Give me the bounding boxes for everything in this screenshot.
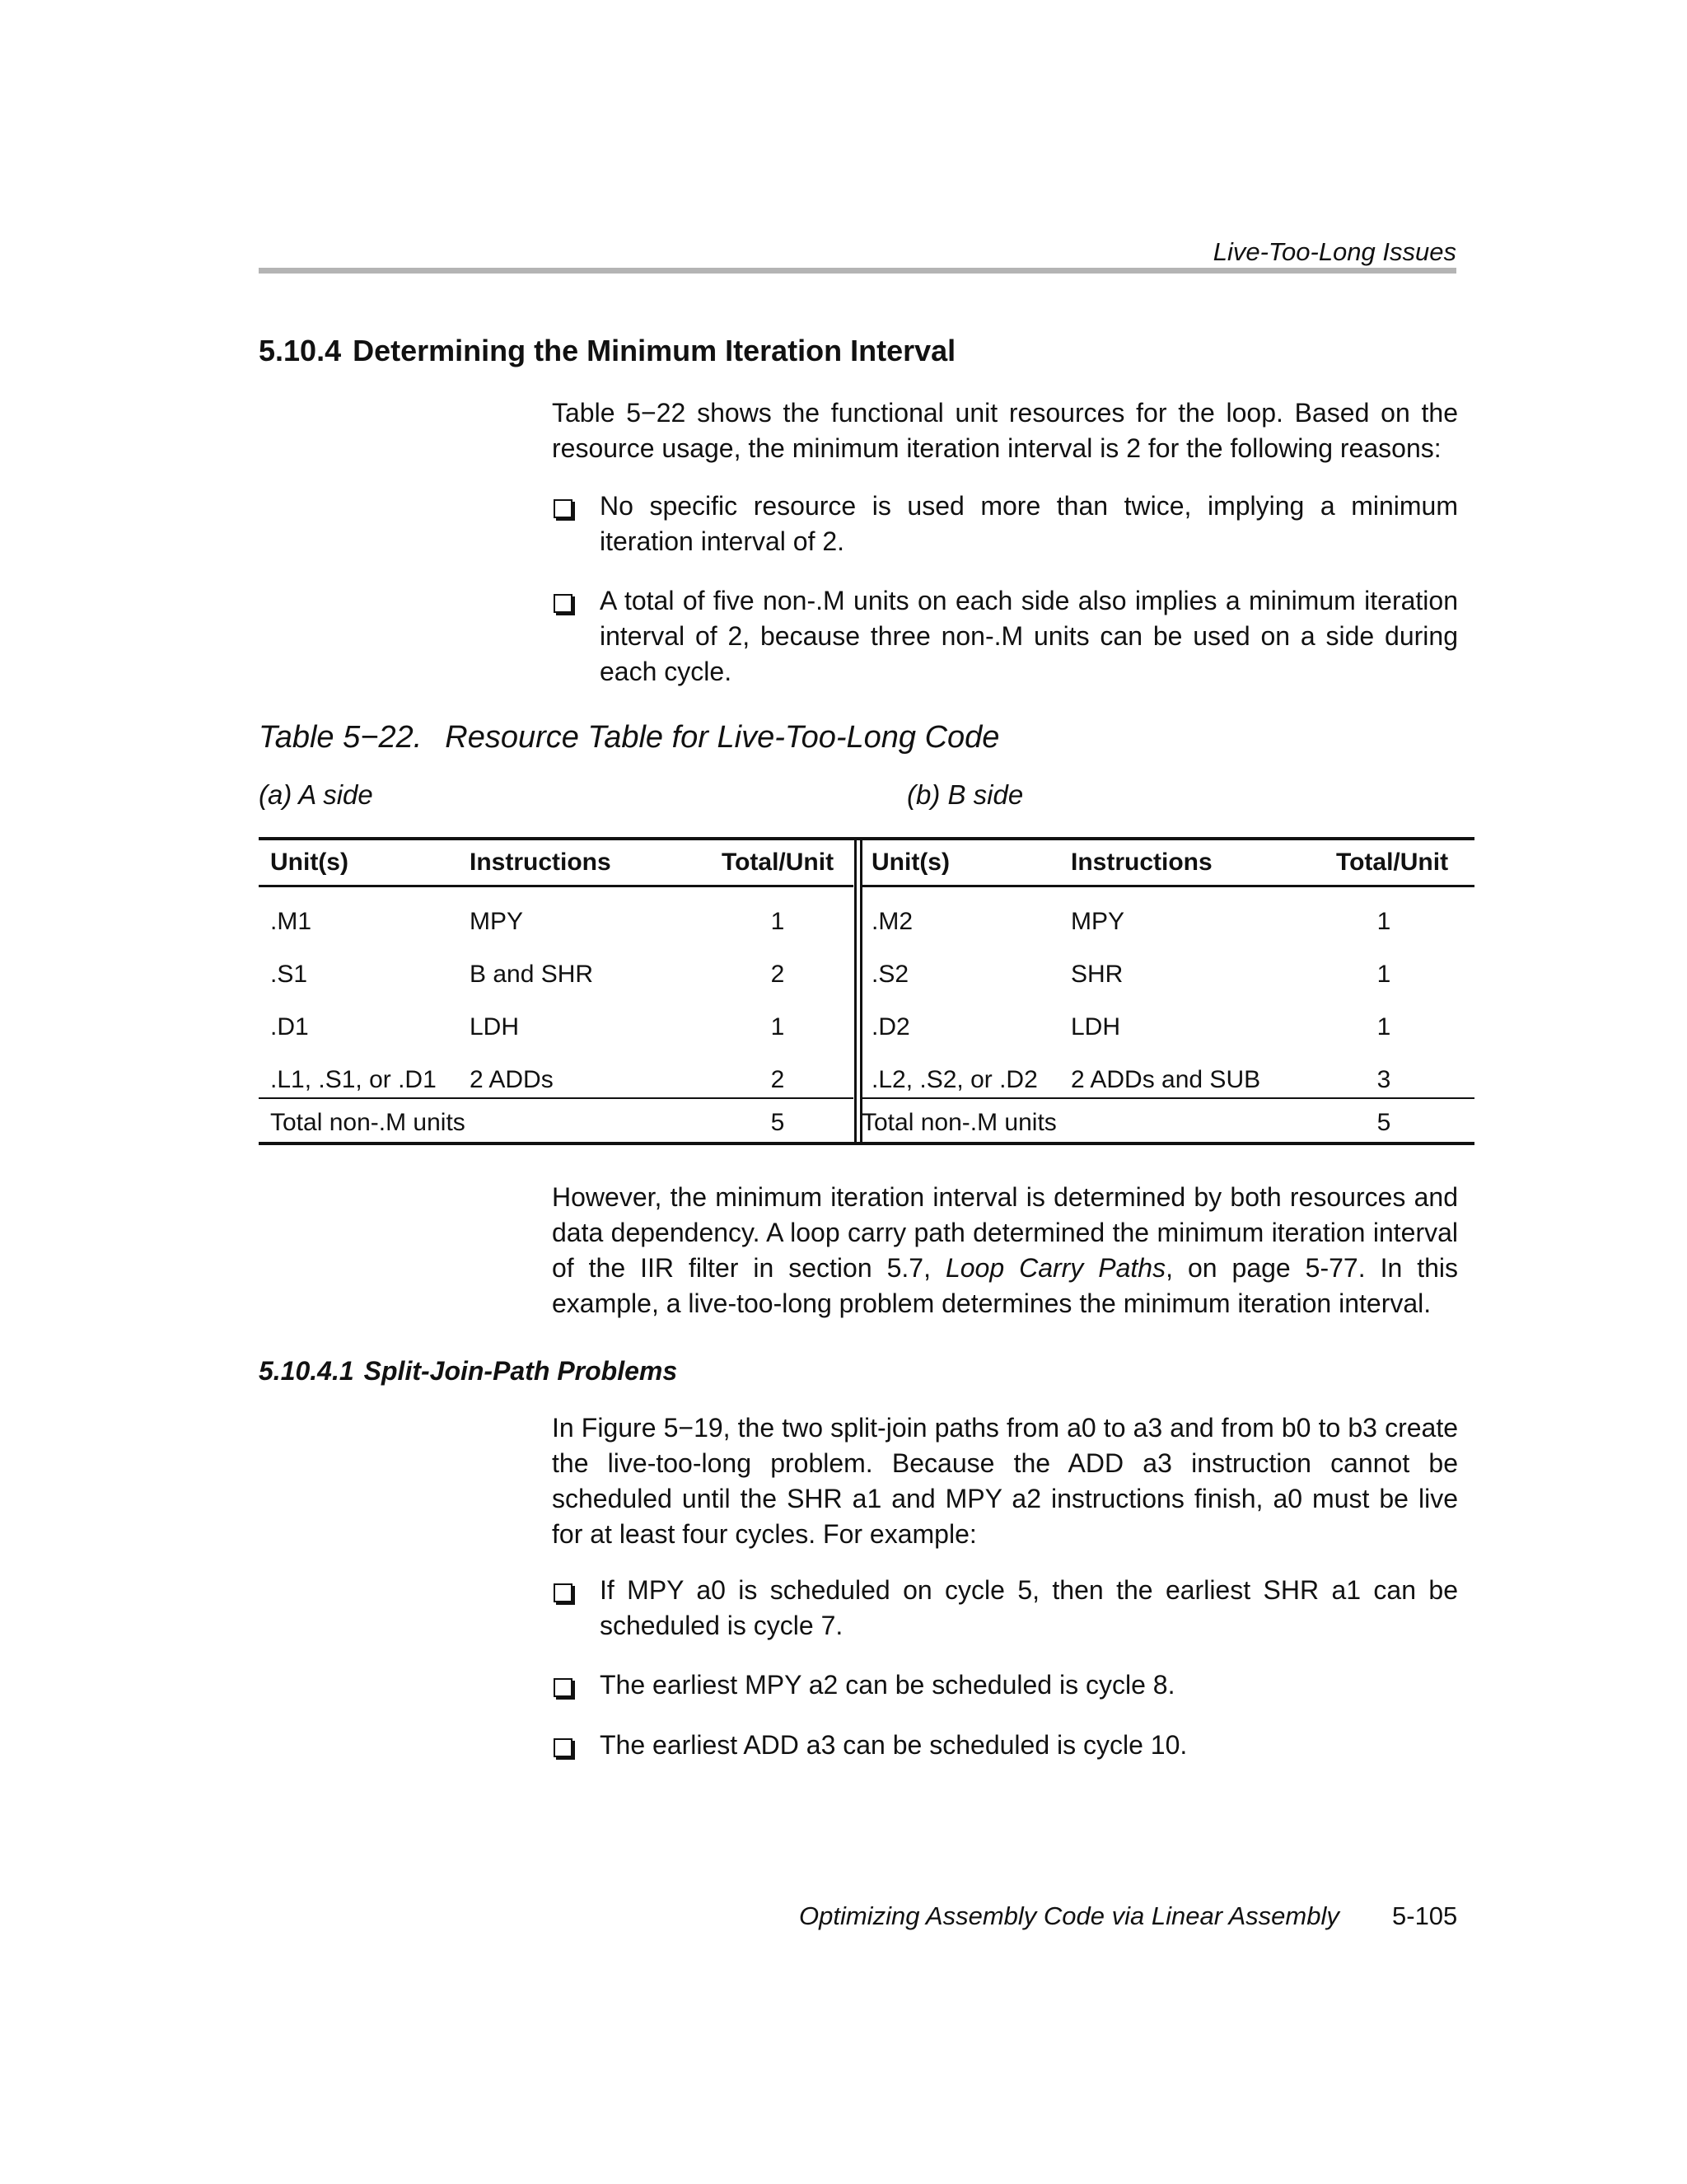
- list-item: [552, 1573, 1458, 1644]
- loop-carry-paths-reference: Loop Carry Paths: [945, 1253, 1166, 1283]
- cell-total-label: Total non-.M units: [862, 1109, 1057, 1136]
- cell-instruction: 2 ADDs: [470, 1066, 554, 1093]
- bullet-text: No specific resource is used more than twice, implying a minimum iteration interval of 2.: [600, 491, 1458, 556]
- table-side-a: [259, 840, 853, 1142]
- header-instructions: Instructions: [470, 849, 611, 876]
- bullet-text: The earliest ADD a3 can be scheduled is cycle 10.: [600, 1730, 1188, 1760]
- checkbox-bullet-icon: [554, 1738, 572, 1757]
- subsection-heading: [259, 1356, 677, 1387]
- cell-total: 1: [1376, 961, 1391, 988]
- cell-unit: .L1, .S1, or .D1: [270, 1066, 437, 1093]
- cell-total: 2: [770, 1066, 785, 1093]
- cell-total: 1: [770, 1013, 785, 1041]
- table-side-b: [862, 840, 1474, 1142]
- checkbox-bullet-icon: [554, 1678, 572, 1697]
- cell-instruction: B and SHR: [470, 961, 594, 988]
- cell-unit: .D1: [270, 1013, 309, 1041]
- cell-instruction: MPY: [470, 908, 524, 935]
- header-total: Total/Unit: [722, 849, 834, 876]
- section-title: Determining the Minimum Iteration Interval: [353, 334, 956, 367]
- footer-book-title: Optimizing Assembly Code via Linear Assembly: [799, 1901, 1339, 1930]
- list-item: [552, 1728, 1458, 1763]
- header-total: Total/Unit: [1336, 849, 1449, 876]
- running-header: Live-Too-Long Issues: [1213, 237, 1456, 266]
- bullet-text: A total of five non-.M units on each side also implies a minimum iteration interval of 2, because three non-.M units can be used on a side during each cycle.: [600, 586, 1458, 686]
- section-heading: [259, 334, 956, 368]
- resource-table: [259, 837, 1474, 1145]
- bullet-text: The earliest MPY a2 can be scheduled is cycle 8.: [600, 1670, 1175, 1700]
- table-header-row: [862, 840, 1474, 887]
- subsection-paragraph: In Figure 5−19, the two split-join paths from a0 to a3 and from b0 to b3 create the live-too-long problem. Because the ADD a3 instruction cannot be scheduled until the SHR a1 and MPY a2 instructions finish, a0 must be live for at least four cycles. For example:: [552, 1413, 1458, 1549]
- cell-instruction: LDH: [1071, 1013, 1121, 1041]
- cell-total: 3: [1376, 1066, 1391, 1093]
- checkbox-bullet-icon: [554, 1583, 572, 1602]
- section-number: 5.10.4: [259, 334, 342, 367]
- cell-total: 2: [770, 961, 785, 988]
- list-item: [552, 583, 1458, 690]
- header-rule: [259, 268, 1456, 274]
- cell-total: 1: [1376, 908, 1391, 935]
- analysis-text-part2: , on page 5-77. In this example, a live-too-long problem determines the minimum iteration interval.: [552, 1253, 1459, 1318]
- side-b-label: (b) B side: [907, 779, 1024, 810]
- list-item: [552, 489, 1458, 559]
- table-caption-label: Table 5−22.: [259, 720, 423, 755]
- checkbox-bullet-icon: [554, 594, 572, 613]
- subsection-title: Split-Join-Path Problems: [363, 1356, 678, 1386]
- subsection-number: 5.10.4.1: [259, 1356, 354, 1386]
- bullet-text: If MPY a0 is scheduled on cycle 5, then the earliest SHR a1 can be scheduled is cycle 7.: [600, 1575, 1458, 1640]
- cell-total-label: Total non-.M units: [270, 1109, 465, 1136]
- cell-total: 1: [1376, 1013, 1391, 1041]
- cell-instruction: MPY: [1071, 908, 1125, 935]
- intro-paragraph: Table 5−22 shows the functional unit resources for the loop. Based on the resource usage, the minimum iteration interval is 2 for the following reasons:: [552, 398, 1458, 463]
- table-header-row: [259, 840, 853, 887]
- footer-page-number: 5-105: [1392, 1901, 1458, 1930]
- cell-unit: .L2, .S2, or .D2: [872, 1066, 1038, 1093]
- table-total-row: [862, 1097, 1474, 1147]
- side-a-label: (a) A side: [259, 779, 373, 810]
- cell-instruction: 2 ADDs and SUB: [1071, 1066, 1261, 1093]
- table-caption-title: Resource Table for Live-Too-Long Code: [445, 720, 1000, 755]
- cell-unit: .S2: [872, 961, 909, 988]
- table-caption: [259, 720, 999, 755]
- header-instructions: Instructions: [1071, 849, 1213, 876]
- cell-unit: .D2: [872, 1013, 910, 1041]
- analysis-paragraph: [552, 1180, 1458, 1321]
- header-units: Unit(s): [270, 849, 348, 876]
- cell-total-value: 5: [1376, 1109, 1391, 1136]
- table-total-row: [259, 1097, 853, 1147]
- cell-unit: .M2: [872, 908, 914, 935]
- header-units: Unit(s): [872, 849, 950, 876]
- cell-total: 1: [770, 908, 785, 935]
- cell-instruction: SHR: [1071, 961, 1124, 988]
- checkbox-bullet-icon: [554, 499, 572, 518]
- analysis-text-part1: However, the minimum iteration interval is determined by both resources and data dependency. A loop carry path determined the minimum iteration interval of the IIR filter in section 5.7,: [552, 1182, 1458, 1283]
- list-item: [552, 1667, 1458, 1703]
- cell-unit: .S1: [270, 961, 308, 988]
- cell-instruction: LDH: [470, 1013, 520, 1041]
- cell-total-value: 5: [770, 1109, 785, 1136]
- cell-unit: .M1: [270, 908, 312, 935]
